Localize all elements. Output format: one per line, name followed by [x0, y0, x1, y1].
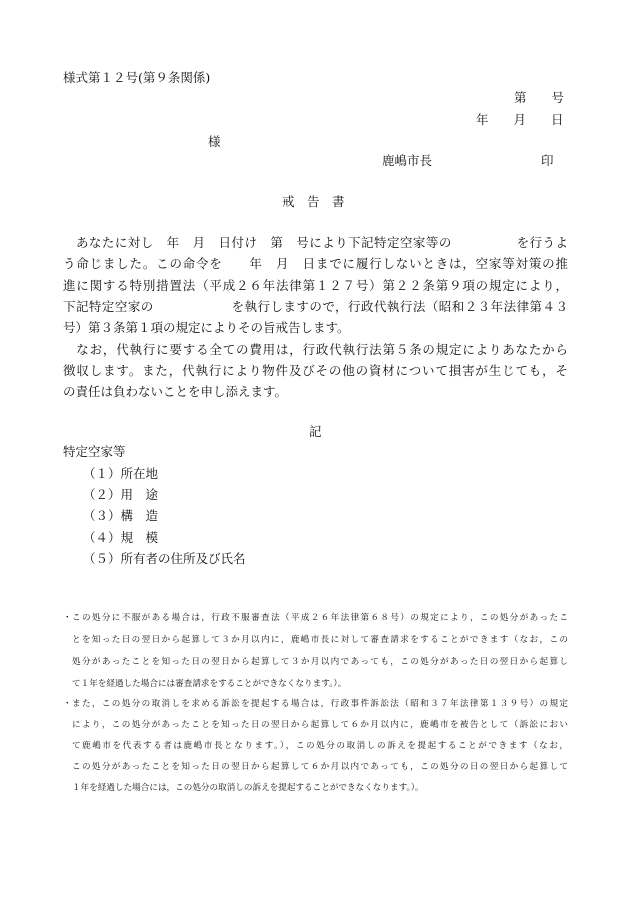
issuer: 鹿嶋市長: [382, 153, 433, 168]
items-heading: 特定空家等: [63, 444, 126, 459]
document-number: 第 号: [514, 90, 565, 105]
item-owner: （５）所有者の住所及び氏名: [83, 551, 246, 566]
note-line: とを知った日の翌日から起算して３か月以内に，鹿嶋市長に対して審査請求をすることができます（なお，この: [72, 635, 568, 645]
note-line: この処分があったことを知った日の翌日から起算して６か月以内であっても，この処分の日の翌日から起算して: [72, 762, 568, 772]
note-line: により，この処分があったことを知った日の翌日から起算して６か月以内に，鹿嶋市を被告として（訴訟におい: [72, 720, 568, 730]
document-title: 戒 告 書: [282, 194, 345, 209]
body-p1-line: 号）第３条第１項の規定によりその旨戒告します。: [63, 320, 350, 335]
ki-heading: 記: [309, 424, 322, 439]
body-p1-line: 進に関する特別措置法（平成２６年法律第１２７号）第２２条第９項の規定により，: [63, 278, 568, 293]
body-p1-line: う命じました。この命令を 年 月 日までに履行しないときは，空家等対策の推: [63, 256, 568, 271]
note-line: て１年を経過した場合には審査請求をすることができなくなります。）。: [72, 679, 347, 689]
note-line: １年を経過した場合には，この処分の取消しの訴えを提起することができなくなります。）。: [72, 783, 424, 793]
note-bullet: ・: [63, 613, 72, 623]
document-date: 年 月 日: [476, 112, 564, 127]
note-line: 処分があったことを知った日の翌日から起算して３か月以内であっても，この処分があった日の翌日から起算し: [72, 657, 568, 667]
body-p2-line: なお，代執行に要する全ての費用は，行政代執行法第５条の規定によりあなたから: [63, 342, 568, 357]
item-usage: （２）用 途: [83, 487, 159, 502]
note-line: この処分に不服がある場合は，行政不服審査法（平成２６年法律第６８号）の規定により，この処分があったこ: [72, 613, 568, 623]
note-line: て鹿嶋市を代表する者は鹿嶋市長となります。），この処分の取消しの訴えを提起することができます（なお，: [72, 741, 568, 751]
body-p1-line: あなたに対し 年 月 日付け 第 号により下記特定空家等の を行うよ: [63, 235, 568, 250]
item-structure: （３）構 造: [83, 508, 159, 523]
item-scale: （４）規 模: [83, 530, 159, 545]
form-label: 様式第１２号(第９条関係): [63, 70, 211, 85]
item-location: （１）所在地: [83, 466, 159, 481]
body-p2-line: の責任は負わないことを申し添えます。: [63, 384, 288, 399]
body-p1-line: 下記特定空家の を執行しますので，行政代執行法（昭和２３年法律第４３: [63, 299, 568, 314]
body-p2-line: 徴収します。また，代執行により物件及びその他の資材について損害が生じても，そ: [63, 363, 568, 378]
addressee: 様: [208, 134, 221, 149]
note-bullet: ・: [63, 699, 72, 709]
seal-mark: 印: [541, 153, 554, 168]
note-line: また，この処分の取消しを求める訴訟を提起する場合は，行政事件訴訟法（昭和３７年法律第１３９号）の規定: [72, 699, 568, 709]
